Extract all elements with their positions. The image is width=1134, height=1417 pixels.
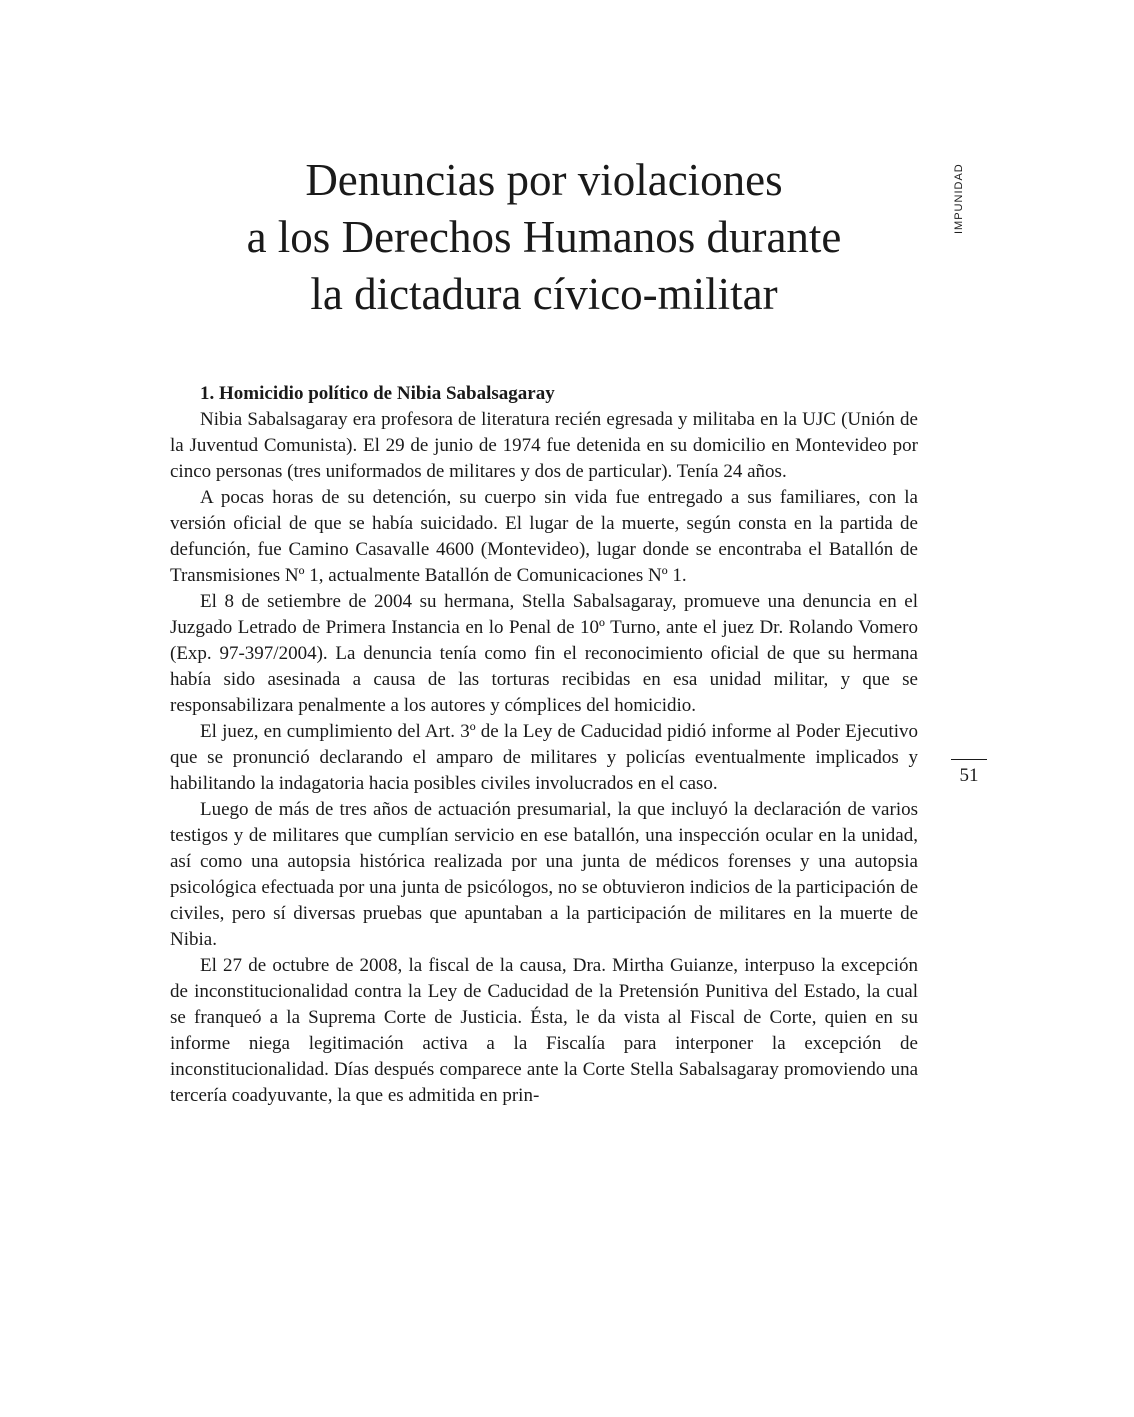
paragraph: Luego de más de tres años de actuación presumarial, la que incluyó la declaración de varios testigos y de militares que cumplían servicio en ese batallón, una inspección ocular en la unidad, así como una autopsia histórica realizada por una junta de médicos forenses y una autopsia psicológica efectuada por una junta de psicólogos, no se obtuvieron indicios de la participación de civiles, pero sí diversas pruebas que apuntaban a la participación de militares en la muerte de Nibia.: [170, 799, 918, 950]
page-number-rule: [951, 759, 987, 760]
chapter-title-line-1: Denuncias por violaciones: [305, 155, 783, 205]
paragraph: Nibia Sabalsagaray era profesora de literatura recién egresada y militaba en la UJC (Unión de la Juventud Comunista). El 29 de junio de 1974 fue detenida en su domicilio en Montevideo por cinco personas (tres uniformados de militares y dos de particular). Tenía 24 años.: [170, 409, 918, 482]
paragraph: El juez, en cumplimiento del Art. 3º de la Ley de Caducidad pidió informe al Poder Ejecutivo que se pronunció declarando el amparo de militares y policías eventualmente implicados y habilitando la indagatoria hacia posibles civiles involucrados en el caso.: [170, 721, 918, 794]
chapter-title: [170, 152, 918, 323]
chapter-title-line-3: la dictadura cívico-militar: [310, 269, 778, 319]
body-text: [170, 381, 918, 1109]
paragraph: A pocas horas de su detención, su cuerpo sin vida fue entregado a sus familiares, con la versión oficial de que se había suicidado. El lugar de la muerte, según consta en la partida de defunción, fue Camino Casavalle 4600 (Montevideo), lugar donde se encontraba el Batallón de Transmisiones Nº 1, actualmente Batallón de Comunicaciones Nº 1.: [170, 487, 918, 586]
paragraph: El 8 de setiembre de 2004 su hermana, Stella Sabalsagaray, promueve una denuncia en el Juzgado Letrado de Primera Instancia en lo Penal de 10º Turno, ante el juez Dr. Rolando Vomero (Exp. 97-397/2004). La denuncia tenía como fin el reconocimiento oficial de que su hermana había sido asesinada a causa de las torturas recibidas en esa unidad militar, y que se responsabilizara penalmente a los autores y cómplices del homicidio.: [170, 591, 918, 716]
page-number: 51: [959, 765, 979, 786]
chapter-title-line-2: a los Derechos Humanos durante: [246, 212, 842, 262]
running-head: [951, 158, 969, 234]
paragraph: El 27 de octubre de 2008, la fiscal de la causa, Dra. Mirtha Guianze, interpuso la excepción de inconstitucionalidad contra la Ley de Caducidad de la Pretensión Punitiva del Estado, la cual se franqueó a la Suprema Corte de Justicia. Ésta, le da vista al Fiscal de Corte, quien en su informe niega legitimación activa a la Fiscalía para interponer la excepción de inconstitucionalidad. Días después comparece ante la Corte Stella Sabalsagaray promoviendo una tercería coadyuvante, la que es admitida en prin-: [170, 955, 918, 1106]
section-heading: 1. Homicidio político de Nibia Sabalsagaray: [200, 383, 555, 404]
running-head-label: IMPUNIDAD: [953, 163, 965, 234]
